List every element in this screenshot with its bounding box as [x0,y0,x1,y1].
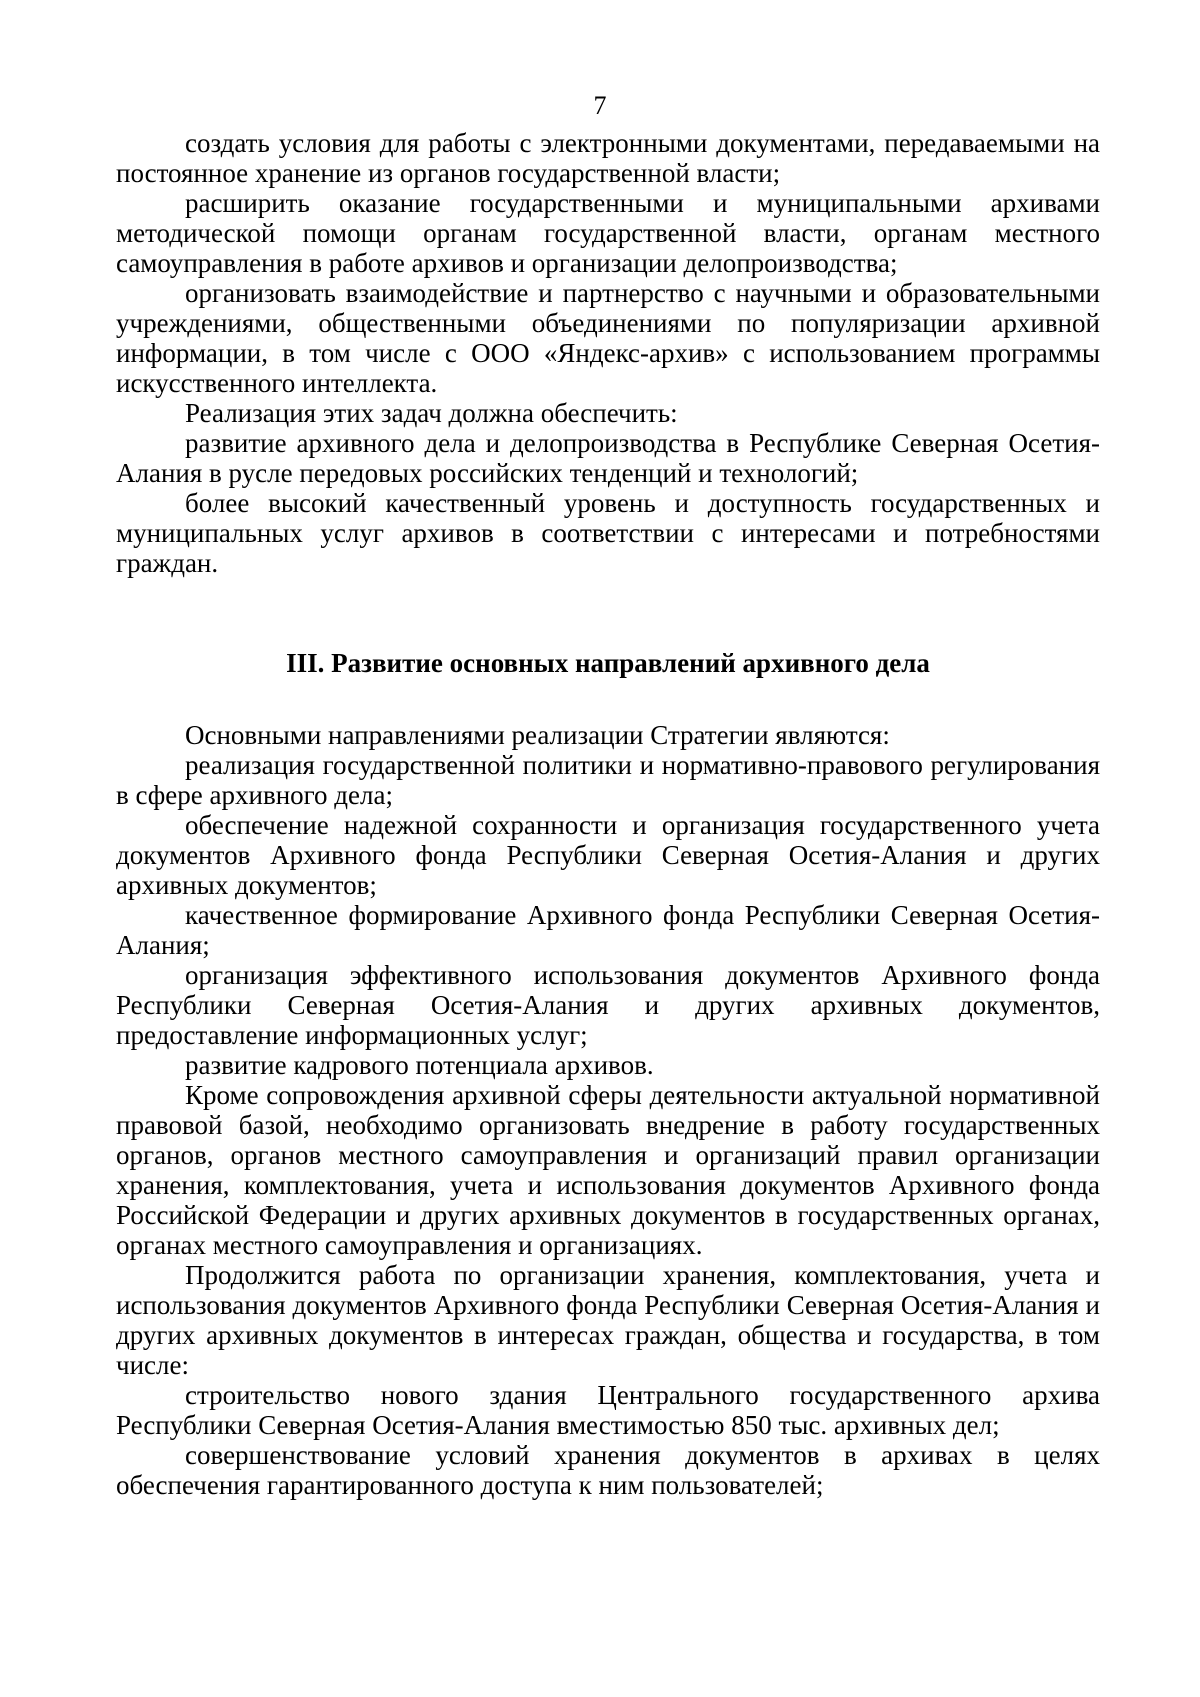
paragraph: Продолжится работа по организации хранения, комплектования, учета и использования документов Архивного фонда Республики Северная Осетия-Алания и других архивных документов в интересах граждан, общества и государства, в том числе: [116,1260,1100,1380]
paragraph: Основными направлениями реализации Стратегии являются: [185,720,890,750]
paragraph: Кроме сопровождения архивной сферы деятельности актуальной нормативной правовой базой, необходимо организовать внедрение в работу государственных органов, органов местного самоуправления и организаций правил организации хранения, комплектования, учета и использования документов Архивного фонда Российской Федерации и других архивных документов в государственных органах, органах местного самоуправления и организациях. [116,1080,1100,1260]
paragraph: развитие архивного дела и делопроизводства в Республике Северная Осетия-Алания в русле передовых российских тенденций и технологий; [116,428,1100,488]
paragraph: совершенствование условий хранения документов в архивах в целях обеспечения гарантированного доступа к ним пользователей; [116,1440,1100,1500]
paragraph: обеспечение надежной сохранности и организация государственного учета документов Архивного фонда Республики Северная Осетия-Алания и других архивных документов; [116,810,1100,900]
paragraph: Реализация этих задач должна обеспечить: [185,398,678,428]
paragraph: качественное формирование Архивного фонда Республики Северная Осетия-Алания; [116,900,1100,960]
paragraph: реализация государственной политики и нормативно-правового регулирования в сфере архивного дела; [116,750,1100,810]
section-heading: III. Развитие основных направлений архивного дела [286,648,930,678]
paragraph: организовать взаимодействие и партнерство с научными и образовательными учреждениями, общественными объединениями по популяризации архивной информации, в том числе с ООО «Яндекс-архив» с использованием программы искусственного интеллекта. [116,278,1100,398]
paragraph: строительство нового здания Центрального государственного архива Республики Северная Осетия-Алания вместимостью 850 тыс. архивных дел; [116,1380,1100,1440]
paragraph: создать условия для работы с электронными документами, передаваемыми на постоянное хранение из органов государственной власти; [116,128,1100,188]
page-number: 7 [593,91,607,120]
paragraph: организация эффективного использования документов Архивного фонда Республики Северная Осетия-Алания и других архивных документов, предоставление информационных услуг; [116,960,1100,1050]
text-block-top [116,128,1100,578]
paragraph: развитие кадрового потенциала архивов. [185,1050,654,1080]
text-block-bottom [116,720,1100,1500]
paragraph: расширить оказание государственными и муниципальными архивами методической помощи органам государственной власти, органам местного самоуправления в работе архивов и организации делопроизводства; [116,188,1100,278]
paragraph: более высокий качественный уровень и доступность государственных и муниципальных услуг архивов в соответствии с интересами и потребностями граждан. [116,488,1100,578]
